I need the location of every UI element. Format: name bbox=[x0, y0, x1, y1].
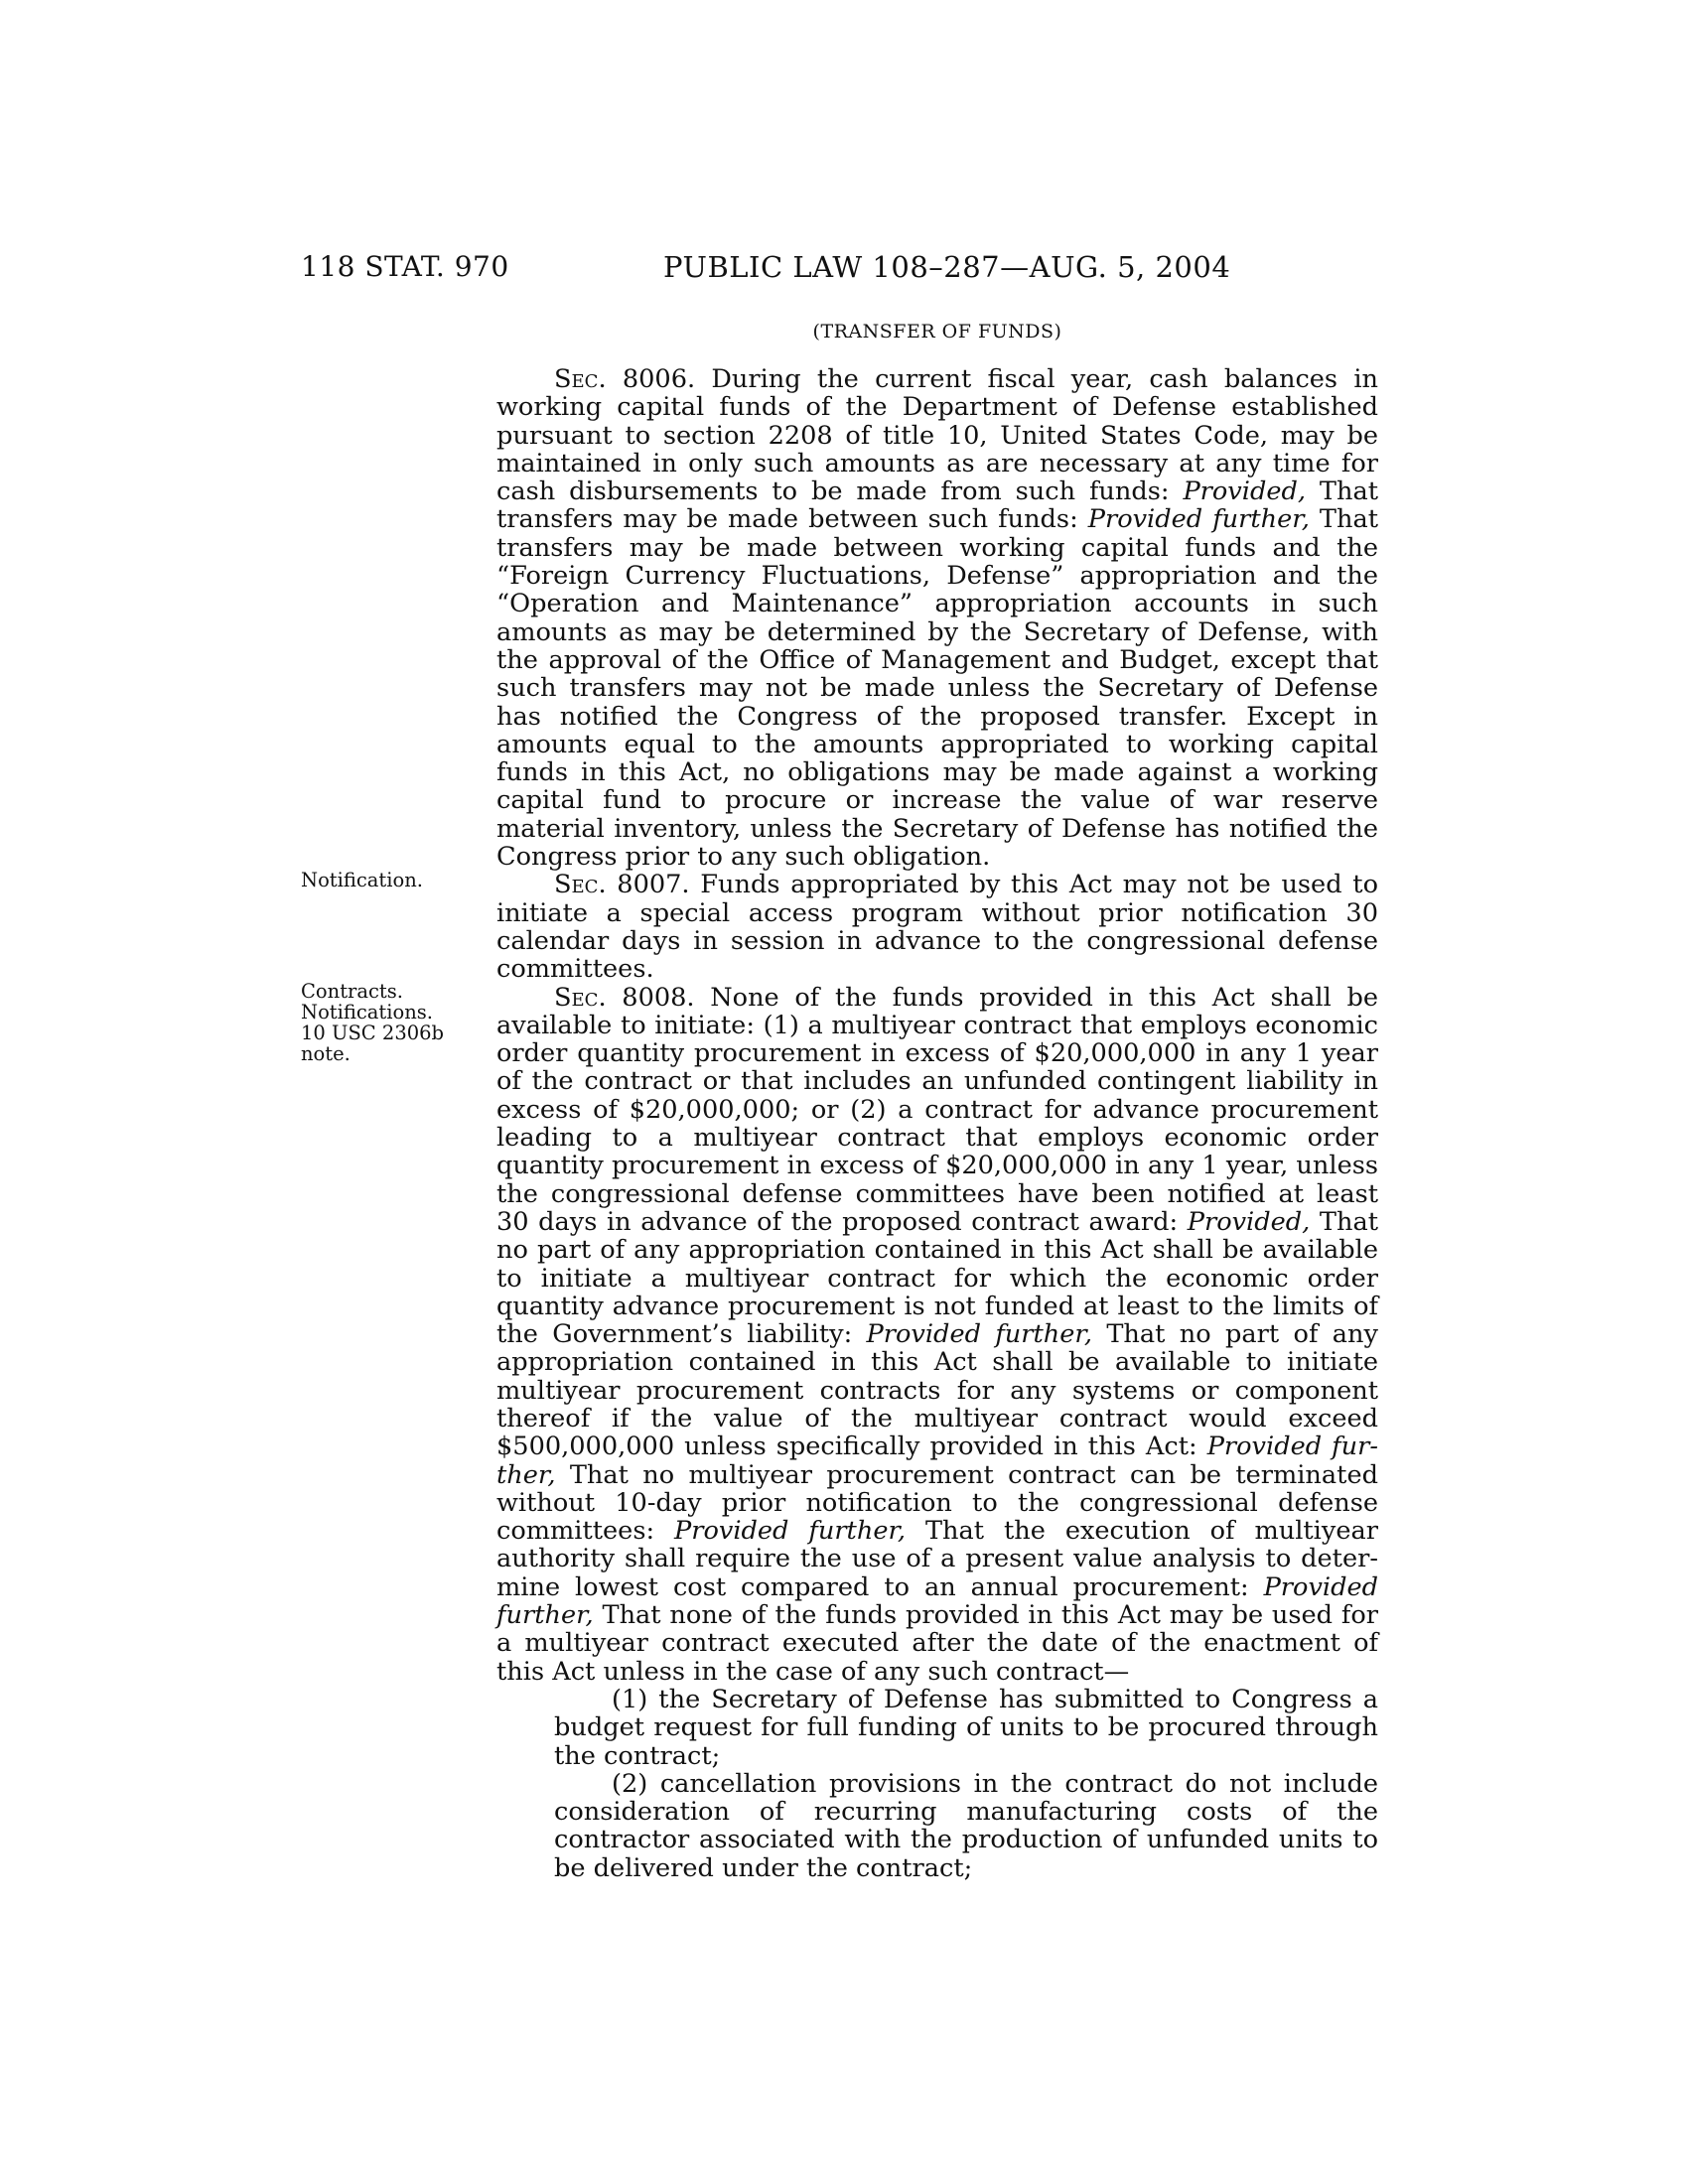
section-heading: (TRANSFER OF FUNDS) bbox=[812, 321, 1062, 342]
margin-note-notification bbox=[301, 870, 450, 890]
document-body bbox=[496, 365, 1378, 1882]
proviso-italic: Provided, bbox=[1187, 1206, 1311, 1237]
public-law-title: PUBLIC LAW 108–287—AUG. 5, 2004 bbox=[663, 250, 1231, 284]
proviso-italic: Provided, bbox=[1183, 477, 1306, 507]
margin-note-line: Notification. bbox=[301, 869, 423, 891]
proviso-italic: Provided further, bbox=[1087, 504, 1310, 535]
proviso-italic: Provided further, bbox=[866, 1319, 1092, 1350]
list-item-1: (1) the Secretary of Defense has submitted to Congress a budget request for full funding of units to be procured through the contract; bbox=[554, 1684, 1378, 1771]
section-8008-text: That none of the funds provided in this Act may be used for a multiyear contract executed after the date of the enactment of this Act unless in the case of any such contract— bbox=[496, 1600, 1378, 1687]
proviso-italic: Provided further, bbox=[496, 1432, 1378, 1490]
section-8006 bbox=[496, 365, 1378, 871]
section-8006-text: 8006. During the current fiscal year, cash balances in working capital funds of the Department of Defense established pursuant to section 2208 of title 10, United States Code, may be maintained in only such amounts as are necessary at any time for cash disbursements to be made from such funds: bbox=[496, 364, 1378, 507]
section-label: Sec. bbox=[554, 364, 607, 394]
section-label: Sec. bbox=[554, 982, 607, 1013]
section-8007-text: 8007. Funds appropriated by this Act may not be used to initiate a special access program without prior notification 30 calendar days in session in advance to the congressional defense committees. bbox=[496, 870, 1378, 985]
section-8008-text: 8008. None of the funds provided in this Act shall be available to initiate: (1) a multiyear contract that employs economic order quantity procurement in excess of $20,000,000 in any 1 year of the contract or that includes an unfunded contingent liability in excess of $20,000,000; or (2) a contract for advance procurement leading to a multiyear contract that employs economic order quantity procurement in excess of $20,000,000 in any 1 year, unless the congressional defense committees have been notified at least 30 days in advance of the proposed contract award: bbox=[496, 982, 1378, 1237]
margin-note-line: Contracts. bbox=[301, 980, 403, 1003]
section-8008 bbox=[496, 984, 1378, 1686]
list-item-2: (2) cancellation provisions in the contract do not include consideration of recurring manufacturing costs of the contractor associated with the production of unfunded units to be delivered under the contract; bbox=[554, 1768, 1378, 1883]
margin-note-line: Notifications. bbox=[301, 1001, 434, 1024]
section-8008-text: That no part of any appropriation contained in this Act shall be available to initiate multiyear procurement contracts for any systems or component thereof if the value of the multiyear contract would exceed $500,000,000 unless specifically provided in this Act: bbox=[496, 1319, 1378, 1462]
section-8008-text: That no part of any appropriation contained in this Act shall be available to initiate a multiyear contract for which the economic order quantity advance procurement is not funded at least to the limits of the Government’s liability: bbox=[496, 1206, 1378, 1350]
section-8006-text: That transfers may be made between working capital funds and the “Foreign Currency Fluctuations, Defense” appropriation and the “Operation and Maintenance” appropriation accounts in such amounts as may be determined by the Secretary of Defense, with the approval of the Office of Management and Budget, except that such transfers may not be made unless the Secretary of Defense has notified the Congress of the proposed transfer. Except in amounts equal to the amounts appropriated to working capital funds in this Act, no obligations may be made against a working capital fund to procure or increase the value of war reserve material inventory, unless the Secretary of Defense has notified the Congress prior to any such obligation. bbox=[496, 504, 1378, 873]
proviso-italic: Provided further, bbox=[674, 1516, 907, 1547]
section-8008-text: That the execution of multiyear authority shall require the use of a present value analysis to determine lowest cost compared to an annual procurement: bbox=[496, 1516, 1378, 1602]
margin-note-contracts bbox=[301, 981, 450, 1064]
section-label: Sec. bbox=[554, 870, 607, 900]
margin-note-line: note. bbox=[301, 1042, 351, 1065]
stat-page-number: 118 STAT. 970 bbox=[301, 250, 509, 283]
margin-note-line: 10 USC 2306b bbox=[301, 1022, 445, 1044]
proviso-italic: Provided further, bbox=[496, 1571, 1378, 1631]
section-8006-text: That transfers may be made between such funds: bbox=[496, 477, 1378, 535]
section-8008-text: That no multiyear procurement contract can be terminated without 10-day prior notification to the congressional defense committees: bbox=[496, 1459, 1378, 1547]
section-8007 bbox=[496, 871, 1378, 983]
